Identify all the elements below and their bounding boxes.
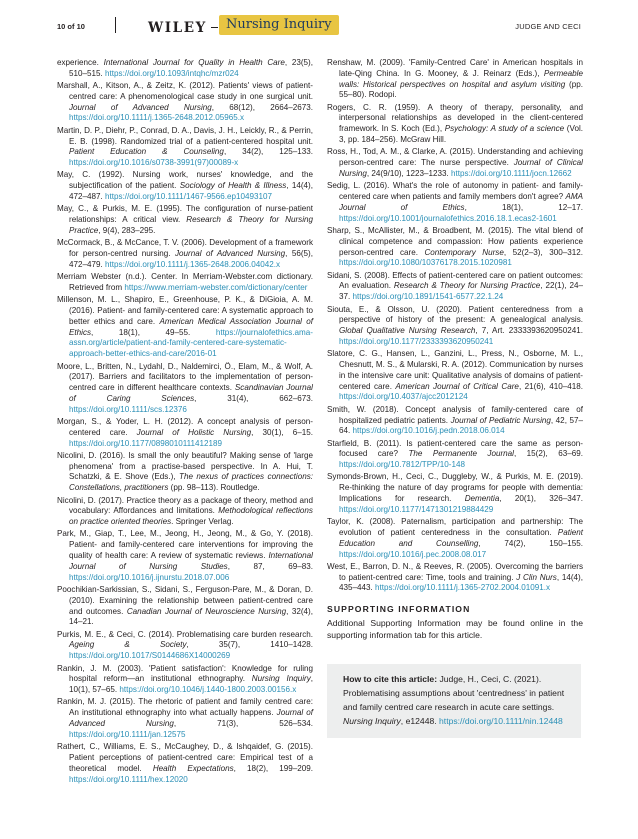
reference-journal: Scandinavian Journal of Caring Sciences <box>69 383 313 403</box>
reference-doi-link[interactable]: https://doi.org/10.1016/j.pedn.2018.06.014 <box>352 426 505 436</box>
reference-doi-link[interactable]: https://doi.org/10.7812/TPP/10-148 <box>339 460 465 470</box>
reference-entry <box>57 238 313 270</box>
reference-details: , 10(1), 57–65. <box>69 674 314 695</box>
reference-text: Sharp, S., McAllister, M., & Broadbent, M. (2015). The vital blend of clinical competence and compassion: How patients experience person-centred care. <box>327 225 583 257</box>
reference-journal: Journal of Advanced Nursing <box>69 102 212 112</box>
reference-journal: Journal of Advanced Nursing <box>174 249 286 259</box>
reference-entry <box>57 417 313 449</box>
reference-journal: American Medical Association Journal of Ethics <box>69 316 313 337</box>
reference-journal: American Journal of Critical Care <box>395 381 519 391</box>
running-head: JUDGE AND CECI <box>515 22 581 31</box>
reference-text: Nicolini, D. (2016). Is small the only beautiful? Making sense of 'large phenomena' from a practise-based perspective. In A. Hui, T. Schatzki, & E. Shove (Eds.), <box>57 450 313 482</box>
reference-text: Slatore, C. G., Hansen, L., Ganzini, L., Press, N., Osborne, M. L., Chesnutt, M. S., & Mularski, R. A. (2012). Communication by nurses in the intensive care unit: Qualitative analysis of domains of patient-centered care. <box>327 349 583 391</box>
reference-text: Rogers, C. R. (1959). A theory of therapy, personality, and interpersonal relationships as developed in the client-centered framework. In S. Koch (Ed.), <box>327 102 583 134</box>
reference-text: Symonds-Brown, H., Ceci, C., Duggleby, W., & Purkis, M. E. (2019). Re-thinking the nature of day programs for people with dementia: Implications for research. <box>327 472 583 504</box>
reference-details: (pp. 55–80). Rodopi. <box>339 79 583 100</box>
reference-journal: Research & Theory for Nursing Practice <box>69 215 313 235</box>
cite-label: How to cite this article: <box>343 673 438 684</box>
cite-post: , e12448. <box>400 715 440 726</box>
reference-doi-link[interactable]: https://doi.org/10.1891/1541-6577.22.1.24 <box>352 292 504 302</box>
reference-entry <box>57 272 313 294</box>
reference-entry <box>57 204 313 236</box>
reference-details: , 34(2), 125–133. <box>223 147 314 157</box>
reference-text: Nicolini, D. (2017). Practice theory as a package of theory, method and vocabulary: Affordances and limitations. <box>57 495 313 516</box>
reference-journal: Contemporary Nurse <box>424 247 504 257</box>
logo-dash <box>211 27 218 28</box>
reference-details: , 15(2), 63–69. <box>513 449 583 459</box>
cite-journal: Nursing Inquiry <box>343 715 401 726</box>
reference-journal: Patient Education and Counselling <box>339 527 583 548</box>
reference-doi-link[interactable]: https://doi.org/10.1046/j.1440-1800.2003.00156.x <box>119 685 297 695</box>
reference-doi-link[interactable]: https://doi.org/10.1111/hex.12020 <box>69 774 188 784</box>
reference-entry <box>57 295 313 360</box>
reference-doi-link[interactable]: https://doi.org/10.1177/2333393620950241 <box>339 336 494 346</box>
reference-journal: The nexus of practices connections: Constellations, practitioners <box>69 472 313 493</box>
reference-text: Martin, D. P., Diehr, P., Conrad, D. A., Davis, J. H., Leickly, R., & Perrin, E. B. (1998). Randomized trial of a patient-centered hospital unit. <box>57 125 313 146</box>
reference-doi-link[interactable]: https://journalofethics.ama-assn.org/article/patient-and-family-centered-care-systematic-approach-better-ethics-and-care/2016-01 <box>69 327 313 359</box>
reference-journal: Journal of Clinical Nursing <box>339 158 583 178</box>
reference-entry <box>327 181 583 224</box>
reference-details: , 24(9/10), 1223–1233. <box>366 168 452 178</box>
cite-doi-link[interactable]: https://doi.org/10.1111/nin.12448 <box>439 715 563 726</box>
reference-doi-link[interactable]: https://doi.org/10.4037/ajcc2012124 <box>339 392 468 402</box>
reference-entry <box>57 58 313 80</box>
reference-journal: Journal of Holistic Nursing <box>136 427 252 437</box>
reference-doi-link[interactable]: https://doi.org/10.1111/jan.12575 <box>69 729 186 739</box>
reference-journal: Nursing Inquiry <box>251 674 311 684</box>
reference-text: Sioutа, E., & Olsson, U. (2020). Patient centeredness from a perspective of history of the present: A genealogical analysis. <box>327 304 583 325</box>
cite-text: Judge, H., Ceci, C. (2021). Problematising assumptions about 'centredness' in patient and family centred care research in acute care settings. <box>343 673 565 712</box>
reference-text: Park, M., Giap, T., Lee, M., Jeong, H., Jeong, M., & Go, Y. (2018). Patient- and family-centered care interventions for improving the quality of health care: A review of systematic reviews. <box>57 529 313 561</box>
reference-entry <box>327 147 583 179</box>
reference-entry <box>57 170 313 202</box>
reference-entry <box>57 742 313 785</box>
reference-entry <box>57 362 313 416</box>
reference-details: (Vol. 3, pp. 184–256). McGraw Hill. <box>339 124 584 145</box>
reference-text: Marshall, A., Kitson, A., & Zeitz, K. (2012). Patients' views of patient-centred care: A phenomenological case study in one surgical unit. <box>57 81 313 101</box>
reference-entry <box>327 517 583 560</box>
reference-text: Moore, L., Britten, N., Lydahl, D., Naldemirci, Ö., Elam, M., & Wolf, A. (2017). Barriers and facilitators to the implementation of person-centred care in different healthcare contexts. <box>57 361 313 393</box>
reference-details: , 35(7), 1410–1428. <box>186 640 314 650</box>
reference-text: Starfield, B. (2011). Is patient-centered care the same as person-focused care? <box>327 438 583 459</box>
reference-text: experience. <box>57 58 104 67</box>
reference-entry <box>327 305 583 348</box>
reference-journal: Health Expectations <box>152 763 234 773</box>
reference-entry <box>57 697 313 740</box>
reference-details: , 14(4), 472–487. <box>69 181 313 202</box>
reference-details: , 18(2), 199–209. <box>233 763 313 773</box>
reference-details: , 42, 57–64. <box>339 415 583 436</box>
reference-text: Millenson, M. L., Shapiro, E., Greenhouse, P. K., & DiGioia, A. M. (2016). Patient- and family-centered care: A systematic approach to better ethics and care. <box>57 295 313 326</box>
reference-entry <box>327 562 583 594</box>
reference-doi-link[interactable]: https://doi.org/10.1016/j.pec.2008.08.017 <box>339 549 487 559</box>
reference-doi-link[interactable]: https://doi.org/10.1111/j.1365-2648.2012.05965.x <box>69 113 245 123</box>
reference-details: , 87, 69–83. <box>227 561 313 571</box>
reference-details: , 74(2), 150–155. <box>478 538 583 548</box>
reference-details: , 68(12), 2664–2673. <box>211 102 313 112</box>
reference-journal: Canadian Journal of Neuroscience Nursing <box>126 606 287 616</box>
reference-journal: Patient Education & Counseling <box>69 147 224 157</box>
reference-doi-link[interactable]: https://doi.org/10.1177/0898010111412189 <box>69 438 223 448</box>
reference-doi-link[interactable]: https://doi.org/10.1080/10376178.2015.1020981 <box>339 258 512 268</box>
reference-details: , 56(5), 472–479. <box>69 249 313 269</box>
reference-details: , 31(4), 662–673. <box>194 393 313 403</box>
reference-doi-link[interactable]: https://doi.org/10.1093/intqhc/mzr024 <box>105 68 239 78</box>
publisher-logo: WILEY <box>148 20 207 36</box>
reference-text: Purkis, M. E., & Ceci, C. (2014). Problematising care burden research. <box>57 629 313 639</box>
references-right-column <box>327 58 583 738</box>
reference-details: , 18(1), 49–55. <box>91 327 216 337</box>
reference-journal: Permeable walls: Historical perspectives on hospital and asylum visiting <box>339 68 583 89</box>
header-divider <box>115 17 116 33</box>
reference-journal: Dementia <box>464 494 500 504</box>
reference-details: , 52(2–3), 300–312. <box>503 247 584 257</box>
journal-name-badge: Nursing Inquiry <box>219 15 339 35</box>
reference-details: , 14(4), 435–443. <box>339 572 583 593</box>
reference-doi-link[interactable]: https://doi.org/10.1001/journalofethics.2016.18.1.ecas2-1601 <box>339 213 557 223</box>
reference-entry <box>57 664 313 696</box>
reference-text: Poochikian-Sarkissian, S., Sidani, S., Ferguson-Pare, M., & Doran, D. (2010). Examining the relationship between patient-centred care and outcomes. <box>57 584 313 616</box>
reference-journal: J Clin Nurs <box>516 572 557 582</box>
reference-journal: The Permanente Journal <box>408 449 514 459</box>
reference-entry <box>327 271 583 303</box>
reference-entry <box>57 529 313 583</box>
reference-doi-link[interactable]: https://doi.org/10.1111/j.1365-2702.2004.01091.x <box>375 583 551 593</box>
reference-doi-link[interactable]: https://doi.org/10.1111/1467-9566.ep10493107 <box>105 192 272 202</box>
how-to-cite-box <box>327 664 581 739</box>
reference-text: May, C. (1992). Nursing work, nurses' knowledge, and the subjectification of the patient. <box>57 170 313 191</box>
reference-doi-link[interactable]: https://doi.org/10.1016/j.ijnurstu.2018.07.006 <box>69 572 230 582</box>
reference-doi-link[interactable]: https://doi.org/10.1111/scs.12376 <box>69 404 187 414</box>
reference-text: McCormack, B., & McCance, T. V. (2006). Development of a framework for person-centred nursing. <box>57 238 313 259</box>
reference-entry <box>57 630 313 662</box>
reference-text: Merriam Webster (n.d.). Center. In Merriam-Webster.com dictionary. Retrieved from <box>57 272 313 292</box>
reference-details: , 20(1), 326–347. <box>499 494 583 504</box>
references-left-column <box>57 58 313 787</box>
reference-text: Rathert, C., Williams, E. S., McCaughey, D., & Ishqaidef, G. (2015). Patient perceptions of patient-centred care: Empirical test of a theoretical model. <box>57 742 313 773</box>
reference-entry <box>57 81 313 124</box>
reference-doi-link[interactable]: https://doi.org/10.1177/1471301219884429 <box>339 504 494 514</box>
reference-doi-link[interactable]: https://doi.org/10.1111/jocn.12662 <box>451 168 572 178</box>
reference-journal: Journal of Pediatric Nursing <box>450 415 551 425</box>
reference-entry <box>57 451 313 494</box>
reference-doi-link[interactable]: https://doi.org/10.1017/S0144686X14000269 <box>69 651 231 661</box>
reference-entry <box>327 439 583 471</box>
reference-entry <box>327 472 583 515</box>
reference-text: Ross, H., Tod, A. M., & Clarke, A. (2015). Understanding and achieving person-centred care: The nurse perspective. <box>327 147 583 168</box>
reference-journal: Research & Theory for Nursing Practice <box>393 281 541 291</box>
reference-details: . Springer Verlag. <box>171 517 234 527</box>
reference-details: , 7, Art. 2333393620950241. <box>475 326 583 336</box>
reference-journal: Journal of Advanced Nursing <box>69 708 314 729</box>
reference-details: , 32(4), 14–21. <box>69 606 313 627</box>
reference-details: , 18(1), 12–17. <box>464 202 583 212</box>
reference-entry <box>327 349 583 403</box>
reference-details: , 23(5), 510–515. <box>69 58 313 78</box>
reference-journal: Psychology: A study of a science <box>444 124 565 134</box>
reference-text: Taylor, K. (2008). Paternalism, participation and partnership: The evolution of patient centeredness in the consultation. <box>327 517 583 537</box>
reference-text: Rankin, M. J. (2015). The rhetoric of patient and family centred care: An institutional ethnography into what actually happens. <box>57 697 313 718</box>
reference-entry <box>327 103 583 146</box>
reference-text: May, C., & Purkis, M. E. (1995). The configuration of nurse-patient relationships: A critical view. <box>57 204 313 225</box>
supporting-info-body: Additional Supporting Information may be found online in the supporting information tab for this article. <box>327 618 583 641</box>
reference-journal: International Journal of Nursing Studies <box>69 551 313 571</box>
reference-doi-link[interactable]: https://doi.org/10.1016/s0738-3991(97)00089-x <box>69 158 239 168</box>
reference-journal: Global Qualitative Nursing Research <box>339 326 476 336</box>
supporting-info-heading: SUPPORTING INFORMATION <box>327 604 471 615</box>
reference-text: West, E., Barron, D. N., & Reeves, R. (2005). Overcoming the barriers to patient-centred care: Time, tools and training. <box>327 561 583 582</box>
reference-details: , 21(6), 410–418. <box>518 381 583 391</box>
reference-journal: Methodological reflections on practice oriented theories <box>69 506 313 527</box>
reference-entry <box>327 405 583 437</box>
reference-doi-link[interactable]: https://doi.org/10.1111/j.1365-2648.2006.04042.x <box>105 259 281 269</box>
reference-journal: AMA Journal of Ethics <box>339 192 583 212</box>
reference-doi-link[interactable]: https://www.merriam-webster.com/dictionary/center <box>124 282 308 292</box>
reference-entry <box>57 496 313 528</box>
reference-details: , 30(1), 6–15. <box>251 427 313 437</box>
reference-text: Morgan, S., & Yoder, L. H. (2012). A concept analysis of person-centered care. <box>57 417 313 437</box>
reference-entry <box>57 126 313 169</box>
reference-details: (pp. 98–113). Routledge. <box>168 483 260 493</box>
reference-details: , 22(1), 24–37. <box>339 281 584 302</box>
reference-text: Renshaw, M. (2009). 'Family-Centred Care' in American hospitals in late-Qing China. In G. Mooney, & J. Reinarz (Eds.), <box>327 58 583 78</box>
reference-details: , 71(3), 526–534. <box>173 719 313 729</box>
reference-text: Sidani, S. (2008). Effects of patient-centered care on patient outcomes: An evaluation. <box>327 270 583 291</box>
reference-text: Sedig, L. (2016). What's the role of autonomy in patient- and family-centered care when patients and family members don't agree? <box>327 181 583 202</box>
reference-text: Smith, W. (2018). Concept analysis of family-centered care of hospitalized pediatric patients. <box>327 404 583 425</box>
reference-entry <box>57 585 313 628</box>
reference-entry <box>327 226 583 269</box>
reference-entry <box>327 58 583 101</box>
page-header <box>57 14 581 42</box>
page-number: 10 of 10 <box>57 22 85 31</box>
reference-journal: International Journal for Quality in Health Care <box>103 58 285 67</box>
reference-details: , 9(4), 283–295. <box>98 225 156 235</box>
reference-text: Rankin, J. M. (2003). 'Patient satisfaction': Knowledge for ruling hospital reform—an institutional ethnography. <box>57 663 313 684</box>
reference-journal: Sociology of Health & Illness <box>179 181 287 191</box>
reference-journal: Ageing & Society <box>69 640 187 650</box>
